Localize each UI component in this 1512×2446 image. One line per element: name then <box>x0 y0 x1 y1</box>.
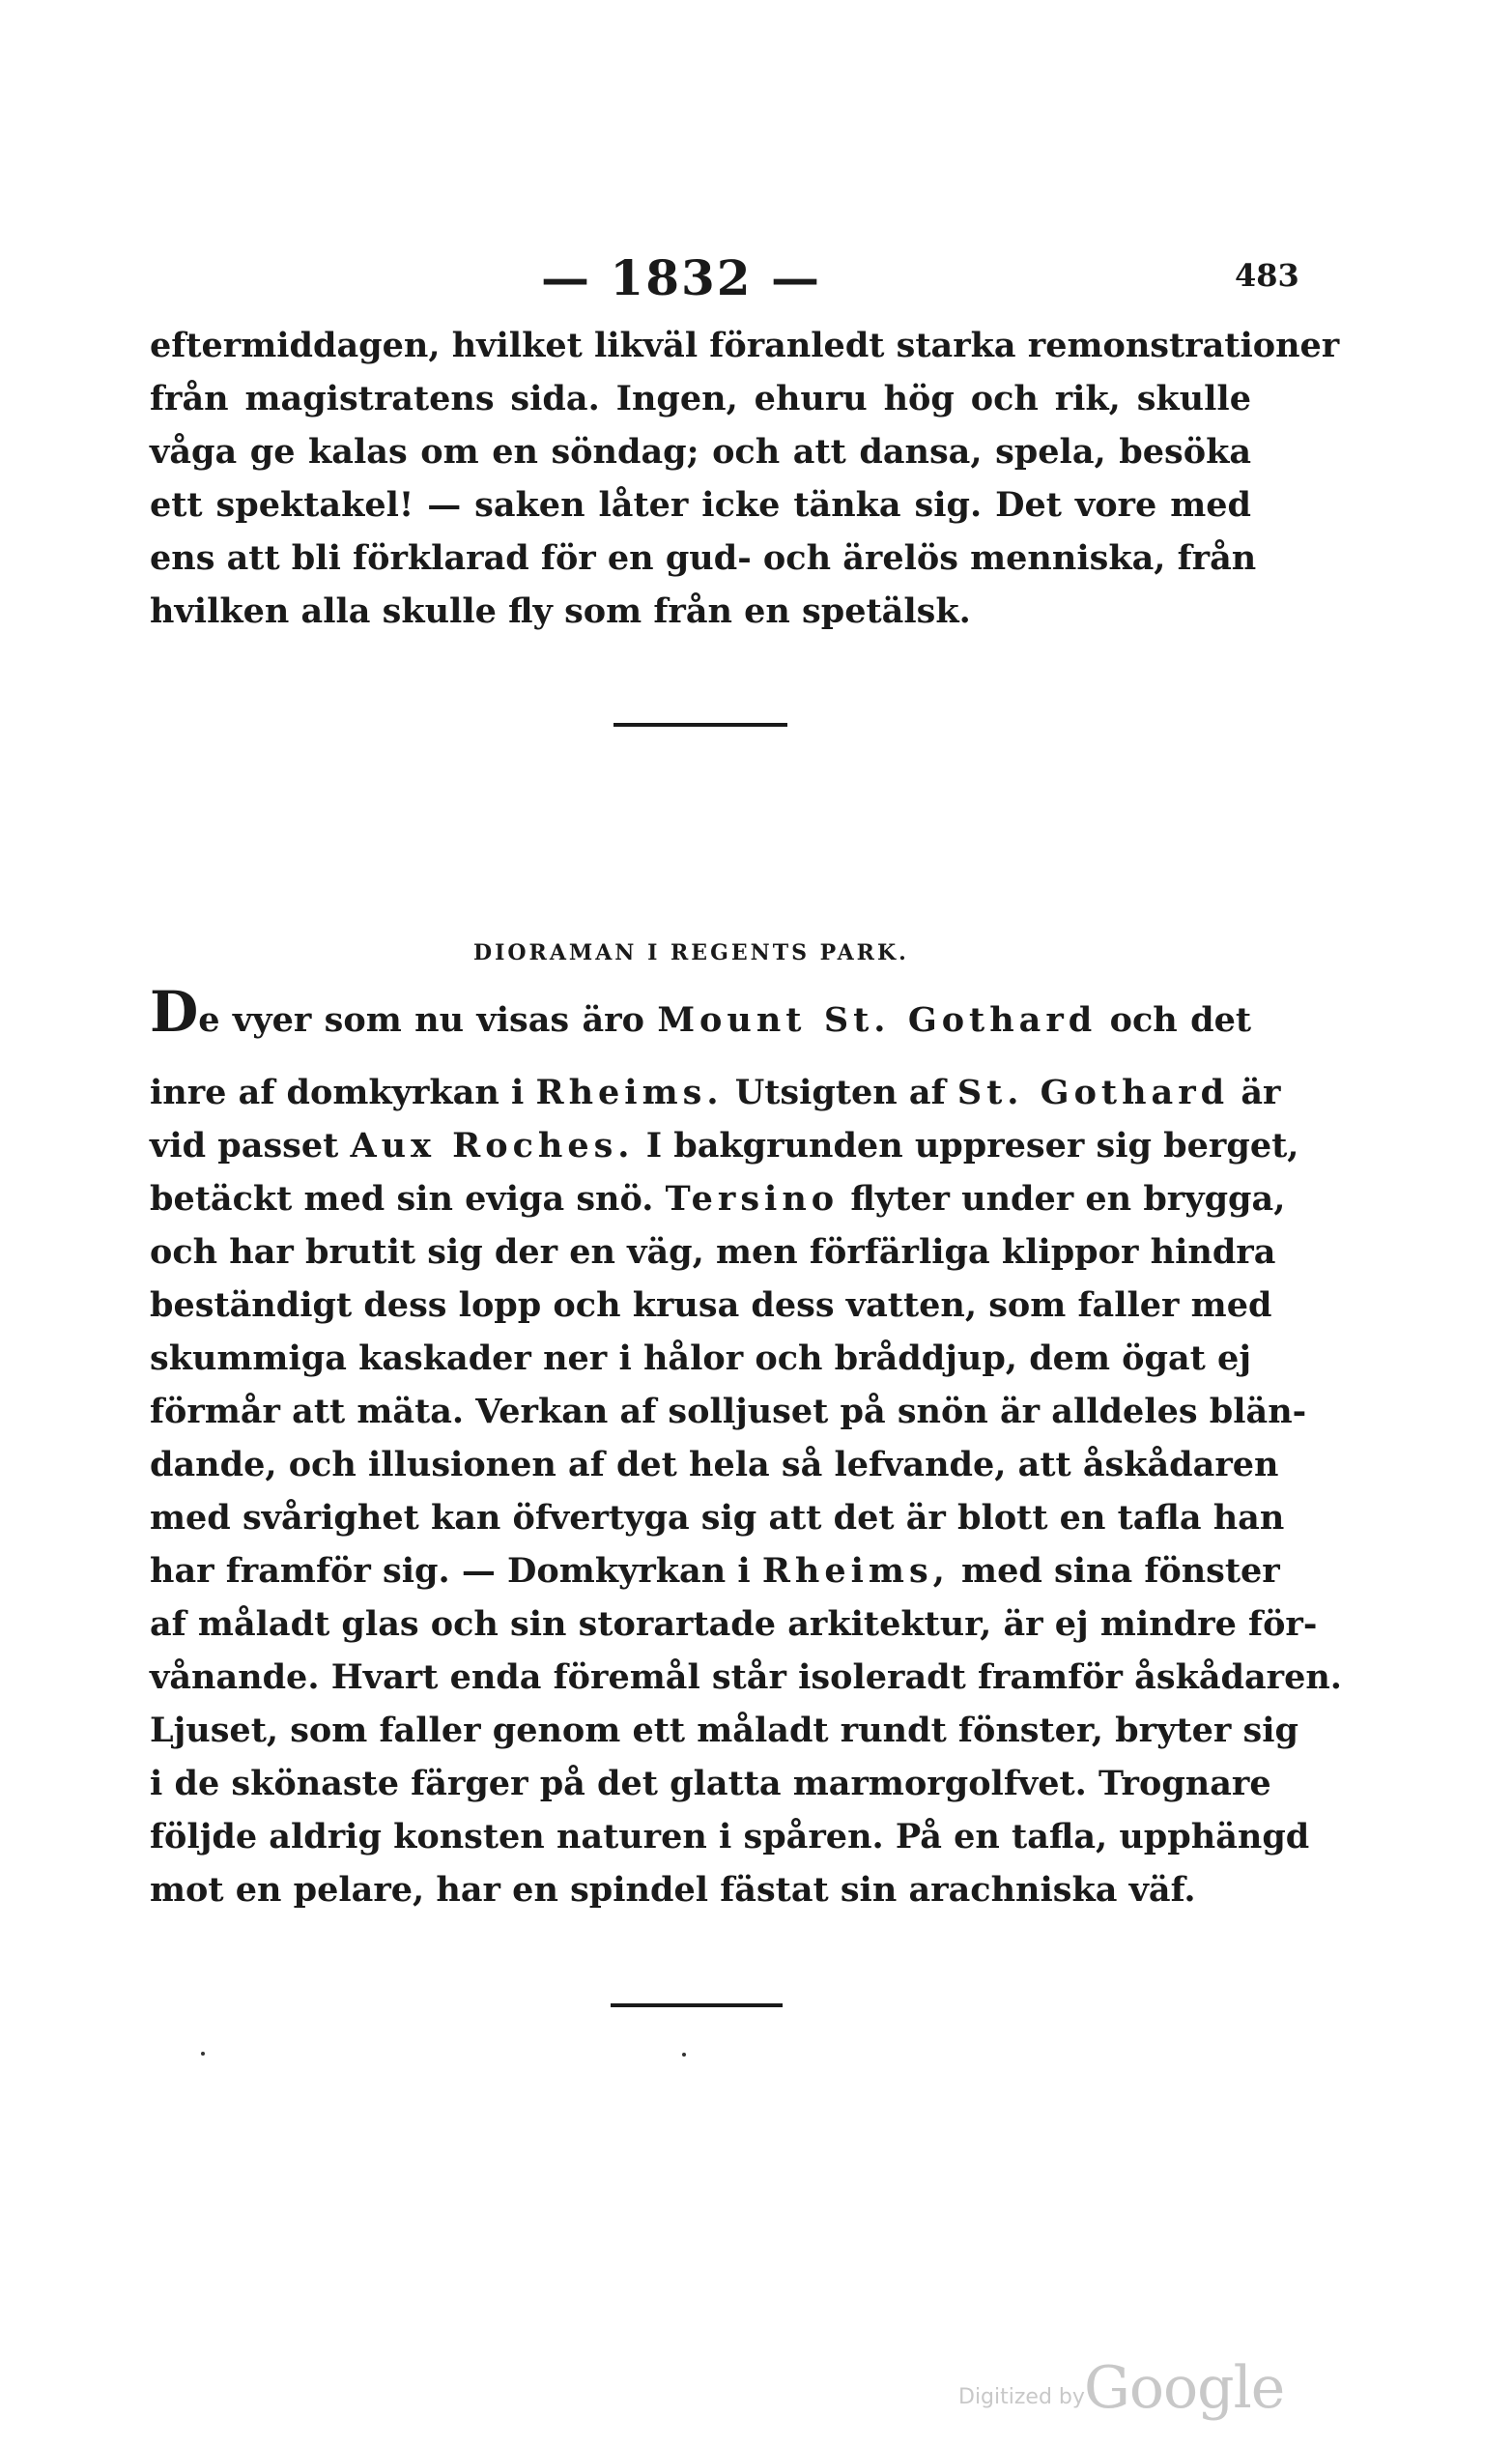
text-span: och det <box>1109 1000 1252 1040</box>
text-line: vånande. Hvart enda föremål står isoleradt framför åskådaren. <box>150 1657 1342 1697</box>
text-line <box>150 1551 1280 1591</box>
text-line-first <box>150 979 1252 1049</box>
text-span: vid passet <box>150 1126 339 1165</box>
spaced-name: Mount St. Gothard <box>657 1000 1098 1040</box>
text-line: från magistratens sida. Ingen, ehuru hög och rik, skulle <box>150 379 1251 418</box>
text-line: och har brutit sig der en väg, men förfärliga klippor hindra <box>150 1232 1276 1272</box>
spaced-name: Aux Roches. <box>350 1126 635 1165</box>
text-line: ett spektakel! — saken låter icke tänka sig. Det vore med <box>150 485 1251 525</box>
text-line <box>150 1179 1286 1219</box>
spaced-name: Tersino <box>665 1179 840 1219</box>
text-line: våga ge kalas om en söndag; och att dansa, spela, besöka <box>150 432 1251 472</box>
spaced-name: Rheims, <box>761 1551 950 1591</box>
separator-rule <box>611 2003 783 2007</box>
text-line: skummiga kaskader ner i hålor och bråddjup, dem ögat ej <box>150 1338 1251 1378</box>
text-span: flyter under en brygga, <box>850 1179 1286 1219</box>
text-span: I bakgrunden uppreser sig berget, <box>645 1126 1299 1165</box>
text-line: dande, och illusionen af det hela så lefvande, att åskådaren <box>150 1445 1279 1484</box>
text-span: inre af domkyrkan i <box>150 1073 525 1112</box>
text-line <box>150 1073 1281 1112</box>
text-line: Ljuset, som faller genom ett måladt rundt fönster, bryter sig <box>150 1711 1298 1750</box>
text-line: eftermiddagen, hvilket likväl föranledt starka remonstrationer <box>150 326 1340 365</box>
print-speck <box>682 2053 686 2057</box>
text-span: har framför sig. — Domkyrkan i <box>150 1551 751 1591</box>
text-span: e vyer som nu visas äro <box>198 1000 644 1040</box>
digitized-by-watermark: Digitized by <box>958 2385 1085 2409</box>
text-line: med svårighet kan öfvertyga sig att det är blott en tafla han <box>150 1498 1285 1538</box>
drop-cap: D <box>150 979 199 1045</box>
text-line: af måladt glas och sin storartade arkitektur, är ej mindre för- <box>150 1604 1318 1644</box>
print-speck <box>201 2052 205 2056</box>
text-line-last: hvilken alla skulle fly som från en spetälsk. <box>150 591 971 631</box>
text-span: är <box>1241 1073 1281 1112</box>
spaced-name: Rheims. <box>535 1073 724 1112</box>
text-span: betäckt med sin eviga snö. <box>150 1179 654 1219</box>
separator-rule <box>613 723 787 727</box>
google-logo-watermark: Google <box>1084 2354 1285 2422</box>
text-line: förmår att mäta. Verkan af solljuset på snön är alldeles blän- <box>150 1392 1307 1431</box>
section-heading: DIORAMAN I REGENTS PARK. <box>473 940 909 965</box>
running-header-year: — 1832 — <box>541 249 821 306</box>
page-number: 483 <box>1235 257 1299 294</box>
text-line <box>150 1126 1299 1165</box>
text-line: ens att bli förklarad för en gud- och ärelös menniska, från <box>150 538 1257 578</box>
spaced-name: St. Gothard <box>956 1073 1230 1112</box>
text-line-last: mot en pelare, har en spindel fästat sin arachniska väf. <box>150 1870 1196 1910</box>
text-line: i de skönaste färger på det glatta marmorgolfvet. Trognare <box>150 1764 1271 1803</box>
text-span: med sina fönster <box>961 1551 1280 1591</box>
text-line: följde aldrig konsten naturen i spåren. På en tafla, upphängd <box>150 1817 1310 1856</box>
text-line: beständigt dess lopp och krusa dess vatten, som faller med <box>150 1285 1272 1325</box>
text-span: Utsigten af <box>734 1073 946 1112</box>
